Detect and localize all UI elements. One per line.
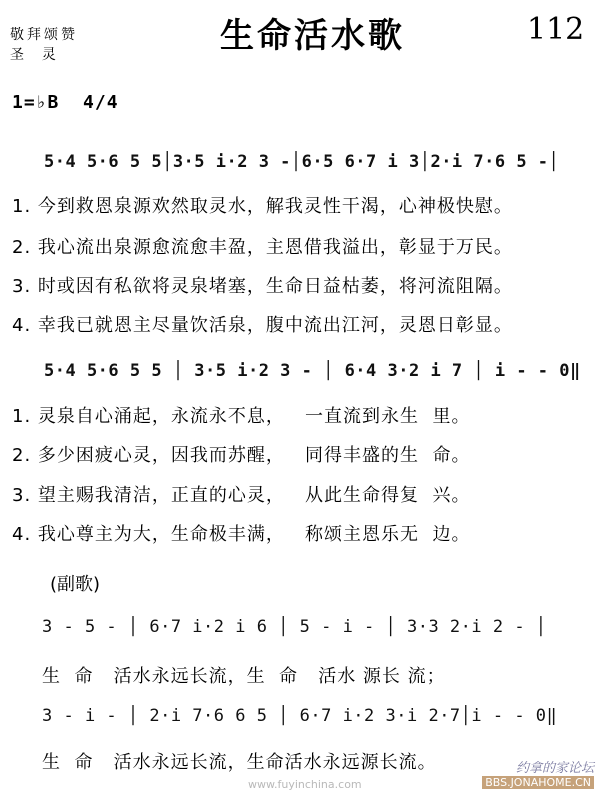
hymn-number: 112 <box>527 12 585 47</box>
chorus-notation-2: 3 - i - │ 2·i 7·6 6 5 │ 6·7 i·2 3·i 2·7│i - - 0‖ <box>42 706 558 726</box>
notation-line-1: 5·4 5·6 5 5│3·5 i·2 3 -│6·5 6·7 i 3│2·i 7·6 5 -│ <box>44 152 560 172</box>
verse-1-line-2: 1. 灵泉自心涌起，永流永不息， 一直流到永生 里。 <box>12 406 471 427</box>
notation-line-2: 5·4 5·6 5 5 │ 3·5 i·2 3 - │ 6·4 3·2 i 7 │ i - - 0‖ <box>44 361 581 381</box>
verse-3-line-1: 3. 时或因有私欲将灵泉堵塞，生命日益枯萎，将河流阻隔。 <box>12 276 513 297</box>
verse-2-line-1: 2. 我心流出泉源愈流愈丰盈，主恩借我溢出，彰显于万民。 <box>12 237 513 258</box>
chorus-lyrics-2: 生 命 活水永远长流，生命活水永远源长流。 <box>42 752 437 773</box>
chorus-notation-1: 3 - 5 - │ 6·7 i·2 i 6 │ 5 - i - │ 3·3 2·i 2 - │ <box>42 617 547 637</box>
subcategory-label: 圣 灵 <box>10 47 59 63</box>
chorus-label: (副歌) <box>50 574 101 595</box>
verse-4-line-2: 4. 我心尊主为大，生命极丰满， 称颂主恩乐无 边。 <box>12 524 471 545</box>
verse-2-line-2: 2. 多少困疲心灵，因我而苏醒， 同得丰盛的生 命。 <box>12 445 471 466</box>
chorus-lyrics-1: 生 命 活水永远长流，生 命 活水 源长 流； <box>42 666 446 687</box>
verse-3-line-2: 3. 望主赐我清洁，正直的心灵， 从此生命得复 兴。 <box>12 485 471 506</box>
key-signature: 1=♭B 4/4 <box>12 92 119 113</box>
category-label: 敬拜颂赞 <box>10 27 78 43</box>
site-watermark: www.fuyinchina.com <box>248 778 362 791</box>
verse-1-line-1: 1. 今到救恩泉源欢然取灵水，解我灵性干渴，心神极快慰。 <box>12 196 513 217</box>
verse-4-line-1: 4. 幸我已就恩主尽量饮活泉，腹中流出江河，灵恩日彰显。 <box>12 315 513 336</box>
bbs-watermark: BBS.JONAHOME.CN <box>482 776 594 789</box>
hymn-title: 生命活水歌 <box>220 16 405 56</box>
forum-watermark: 约拿的家论坛 <box>515 761 594 776</box>
